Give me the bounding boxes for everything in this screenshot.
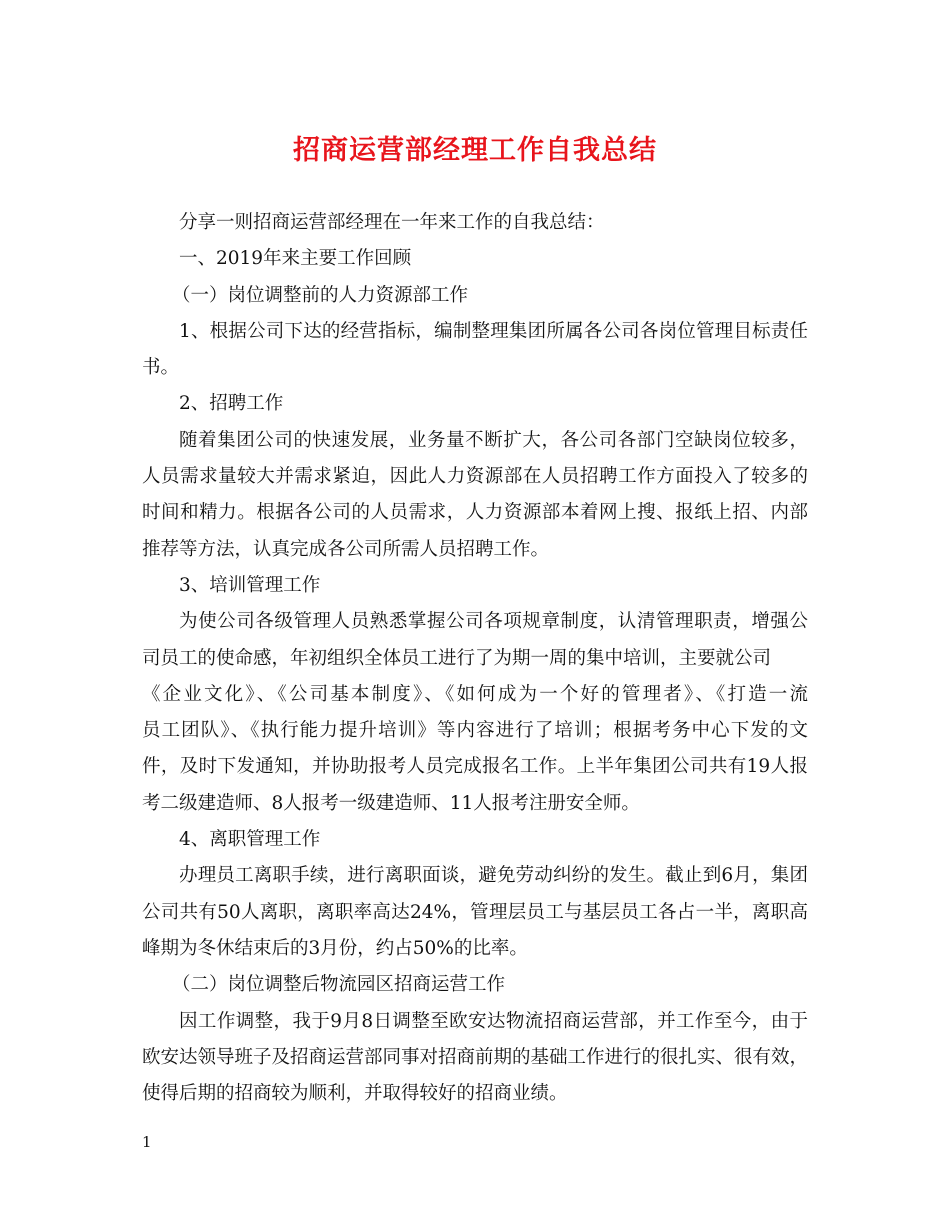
document-title: 招商运营部经理工作自我总结 [293,135,657,166]
document-body [142,205,808,1112]
text-line: 2、招聘工作 [179,393,284,415]
text-line: 时间和精力。根据各公司的人员需求，人力资源部本着网上搜、报纸上招、内部 [142,502,808,524]
text-line: （一）岗位调整前的人力资源部工作 [172,284,469,306]
text-line: 为使公司各级管理人员熟悉掌握公司各项规章制度，认清管理职责，增强公 [179,611,808,633]
text-line: （二）岗位调整后物流园区招商运营工作 [172,974,506,996]
text-line: 书。 [142,357,180,379]
text-line: 使得后期的招商较为顺利，并取得较好的招商业绩。 [142,1083,568,1105]
text-line: 一、2019年来主要工作回顾 [179,248,412,270]
text-line: 3、培训管理工作 [179,574,321,596]
text-line: 随着集团公司的快速发展，业务量不断扩大，各公司各部门空缺岗位较多， [179,429,808,451]
text-line: 公司共有50人离职，离职率高达24%，管理层员工与基层员工各占一半，离职高 [142,901,808,923]
text-line: 办理员工离职手续，进行离职面谈，避免劳动纠纷的发生。截止到6月，集团 [179,865,808,887]
page-number: 1 [142,1133,152,1151]
text-line: 峰期为冬休结束后的3月份，约占50%的比率。 [142,937,528,959]
text-line: 司员工的使命感，年初组织全体员工进行了为期一周的集中培训，主要就公司 [142,647,772,669]
text-line: 考二级建造师、8人报考一级建造师、11人报考注册安全师。 [142,792,640,814]
text-line: 人员需求量较大并需求紧迫，因此人力资源部在人员招聘工作方面投入了较多的 [142,466,808,488]
text-line: 因工作调整，我于9月8日调整至欧安达物流招商运营部，并工作至今，由于 [179,1010,808,1032]
text-line: 《企业文化》、《公司基本制度》、《如何成为一个好的管理者》、《打造一流 [142,683,808,705]
text-line: 1、根据公司下达的经营指标，编制整理集团所属各公司各岗位管理目标责任 [179,320,808,342]
text-line: 件，及时下发通知，并协助报考人员完成报名工作。上半年集团公司共有19人报 [142,756,808,778]
text-line: 分享一则招商运营部经理在一年来工作的自我总结： [179,212,605,233]
text-line: 员工团队》、《执行能力提升培训》等内容进行了培训；根据考务中心下发的文 [142,720,808,742]
text-line: 推荐等方法，认真完成各公司所需人员招聘工作。 [142,538,550,560]
text-line: 欧安达领导班子及招商运营部同事对招商前期的基础工作进行的很扎实、很有效， [142,1046,809,1068]
text-line: 4、离职管理工作 [179,829,321,851]
